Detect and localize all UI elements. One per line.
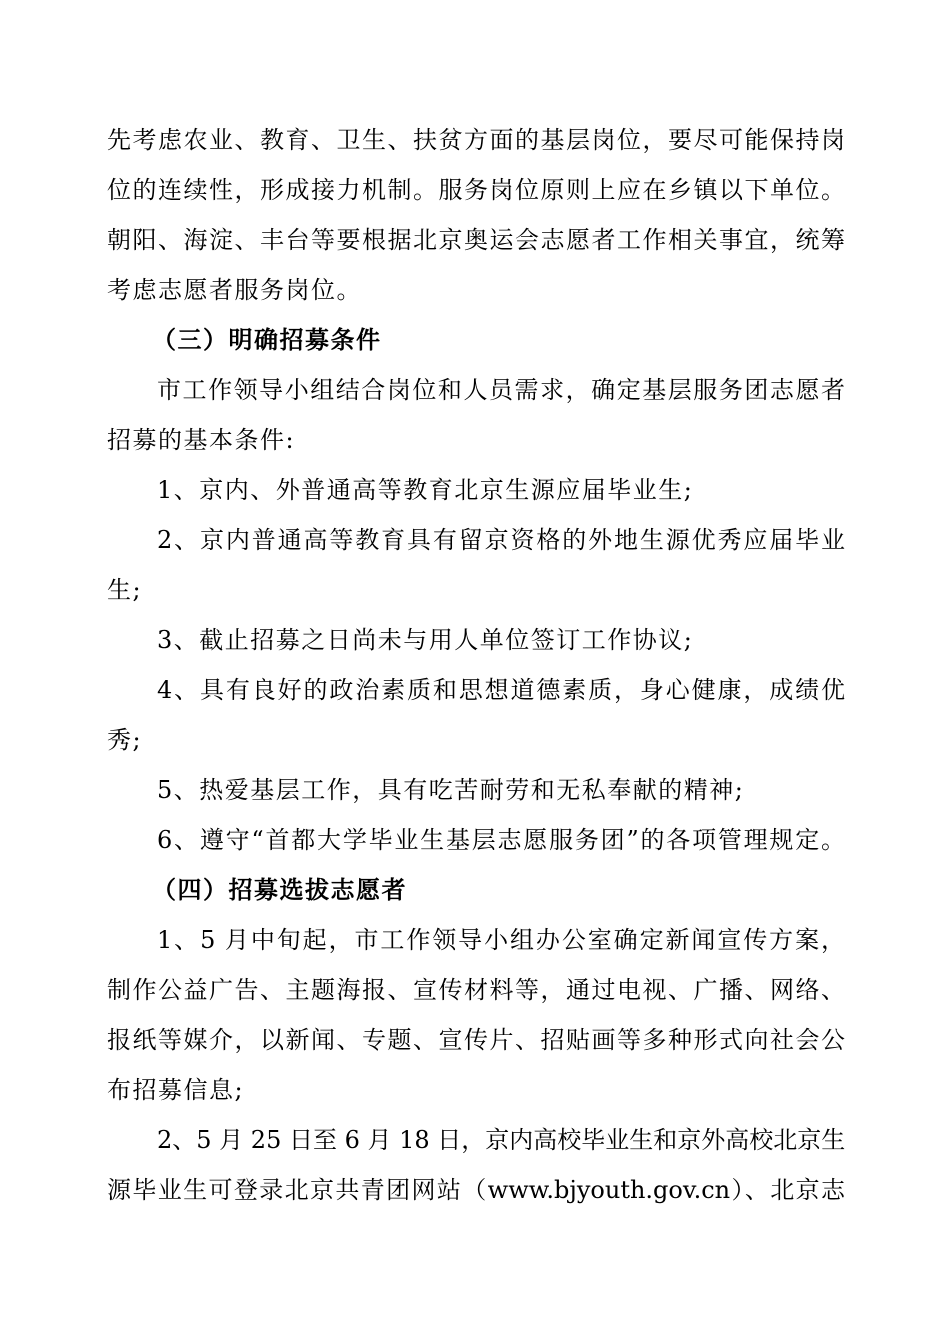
paragraph-line: 市工作领导小组结合岗位和人员需求，确定基层服务团志愿者	[157, 376, 845, 404]
paragraph-line: 生;	[107, 576, 143, 604]
list-item: 2、5 月 25 日至 6 月 18 日，京内高校毕业生和京外高校北京生	[157, 1126, 846, 1154]
paragraph-line: 报纸等媒介，以新闻、专题、宣传片、招贴画等多种形式向社会公	[107, 1026, 845, 1054]
paragraph-line: 考虑志愿者服务岗位。	[107, 276, 362, 304]
list-item: 3、截止招募之日尚未与用人单位签订工作协议;	[157, 626, 694, 654]
paragraph-line: 布招募信息;	[107, 1076, 245, 1104]
paragraph-line: 制作公益广告、主题海报、宣传材料等，通过电视、广播、网络、	[107, 976, 845, 1004]
section-heading: （三）明确招募条件	[152, 325, 382, 354]
list-item: 1、京内、外普通高等教育北京生源应届毕业生;	[157, 476, 694, 504]
list-item: 4、具有良好的政治素质和思想道德素质，身心健康，成绩优	[157, 676, 845, 704]
paragraph-line: 秀;	[107, 726, 143, 754]
paragraph-line: 位的连续性，形成接力机制。服务岗位原则上应在乡镇以下单位。	[107, 176, 845, 204]
list-item: 1、5 月中旬起，市工作领导小组办公室确定新闻宣传方案，	[157, 926, 845, 954]
list-item: 2、京内普通高等教育具有留京资格的外地生源优秀应届毕业	[157, 526, 845, 554]
list-item: 6、遵守“首都大学毕业生基层志愿服务团”的各项管理规定。	[157, 826, 845, 854]
list-item: 5、热爱基层工作，具有吃苦耐劳和无私奉献的精神;	[157, 776, 745, 804]
section-heading: （四）招募选拔志愿者	[152, 875, 407, 904]
paragraph-line: 源毕业生可登录北京共青团网站（www.bjyouth.gov.cn）、北京志	[107, 1176, 845, 1204]
paragraph-line: 朝阳、海淀、丰台等要根据北京奥运会志愿者工作相关事宜，统筹	[107, 226, 845, 254]
paragraph-line: 招募的基本条件:	[107, 426, 296, 454]
paragraph-line: 先考虑农业、教育、卫生、扶贫方面的基层岗位，要尽可能保持岗	[107, 126, 845, 154]
